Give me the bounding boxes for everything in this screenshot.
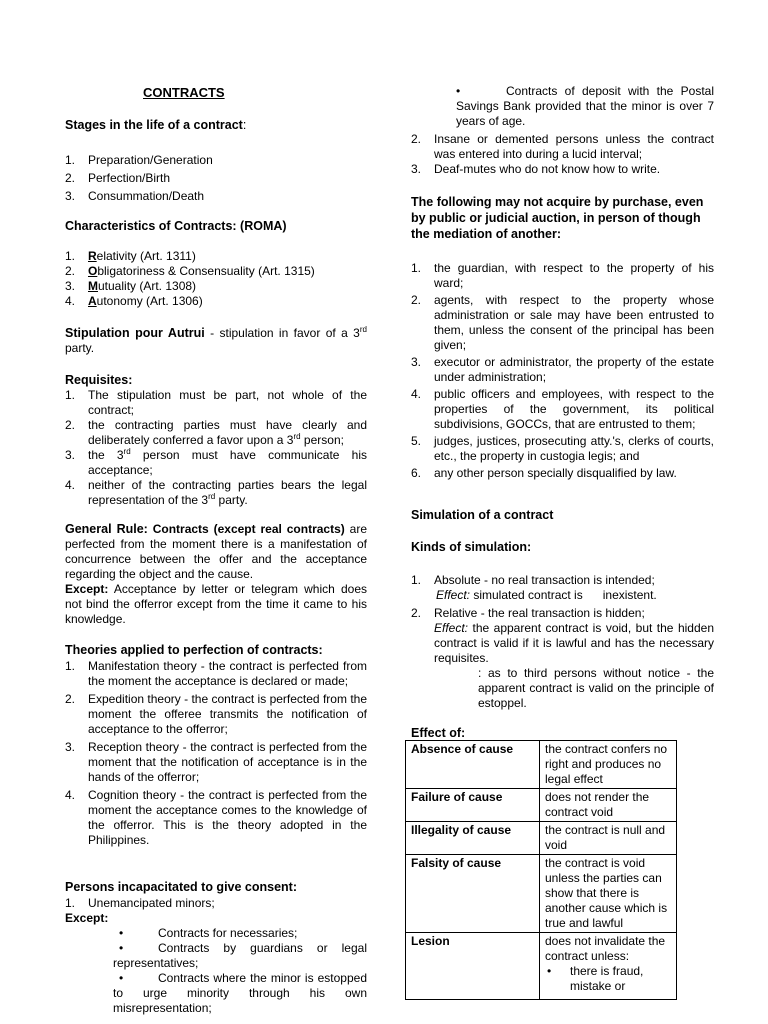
list-item: 2. the contracting parties must have clearly and deliberately conferred a favor upon a 3rd person;: [65, 418, 367, 447]
effect-of-heading: Effect of:: [411, 726, 466, 740]
table-cell: Falsity of cause: [406, 855, 540, 933]
list-item: 1. Absolute - no real transaction is intended; Effect: simulated contract is inexistent.: [411, 573, 657, 602]
list-item: 1. The stipulation must be part, not whole of the contract;: [65, 388, 367, 417]
list-item: 2. Perfection/Birth: [65, 171, 171, 185]
table-cell: does not invalidate the contract unless: • there is fraud, mistake or: [540, 933, 677, 1000]
theories-list: [65, 659, 367, 848]
list-item: 6. any other person specially disqualified by law.: [411, 466, 677, 480]
table-row: [406, 933, 677, 1000]
list-item: • Contracts of deposit with the Postal Savings Bank provided that the minor is over 7 years of age.: [456, 84, 714, 128]
table-cell: the contract is void unless the parties can show that there is another cause which is true and lawful: [540, 855, 677, 933]
incapacitated-list-continued: [411, 132, 714, 177]
document-title: CONTRACTS: [143, 85, 225, 100]
exceptions-list-continued: [456, 84, 714, 129]
list-item: 1. Relativity (Art. 1311): [65, 249, 196, 263]
table-cell: Failure of cause: [406, 789, 540, 822]
list-item: 3. executor or administrator, the property of the estate under administration;: [411, 355, 714, 384]
list-item: 4. public officers and employees, with respect to the properties of the government, its political subdivisions, GOCCs, that are entrusted to them;: [411, 387, 714, 431]
stipulation-paragraph: Stipulation pour Autrui - stipulation in favor of a 3rd party.: [65, 325, 367, 355]
list-item: 3. the 3rd person must have communicate his acceptance;: [65, 447, 367, 477]
effect-of-table: [405, 740, 677, 1000]
list-item: 2. Insane or demented persons unless the contract was entered into during a lucid interval;: [411, 132, 714, 161]
stages-list: [65, 151, 367, 205]
except-label: Except:: [65, 911, 109, 925]
list-item: 5. judges, justices, prosecuting atty.'s, clerks of courts, etc., the property in custogia legis; and: [411, 434, 714, 463]
list-item: 1. Unemancipated minors;: [65, 896, 215, 910]
list-item: • Contracts by guardians or legal representatives;: [113, 941, 367, 970]
requisites-heading: Requisites:: [65, 373, 133, 387]
list-item: • Contracts where the minor is estopped to urge minority through his own misrepresentation;: [113, 971, 367, 1015]
table-cell: does not render the contract void: [540, 789, 677, 822]
table-row: [406, 855, 677, 933]
list-item: 4. Cognition theory - the contract is perfected from the moment the acceptance comes to the knowledge of the offerror. This is the theory adopted in the Philippines.: [65, 788, 367, 847]
list-item: 1. the guardian, with respect to the property of his ward;: [411, 261, 714, 290]
list-item: • Contracts for necessaries;: [119, 926, 298, 940]
list-item: 2. Obligatoriness & Consensuality (Art. 1315): [65, 264, 315, 278]
simulation-kinds-list: [411, 573, 714, 711]
list-item: 3. Consummation/Death: [65, 189, 205, 203]
list-item: 2. Expedition theory - the contract is perfected from the moment the offeree transmits the notification of acceptance to the offerror;: [65, 692, 367, 736]
simulation-heading: Simulation of a contract: [411, 508, 554, 522]
table-cell: Lesion: [406, 933, 540, 1000]
characteristics-list: [65, 249, 367, 309]
table-cell: the contract confers no right and produces no legal effect: [540, 741, 677, 789]
kinds-of-simulation-heading: Kinds of simulation:: [411, 540, 532, 554]
list-item: 3. Deaf-mutes who do not know how to write.: [411, 162, 661, 176]
exceptions-list: [113, 926, 367, 1016]
list-item: 2. agents, with respect to the property whose administration or sale may have been entrusted to them, unless the consent of the principal has been given;: [411, 293, 714, 352]
stages-heading: Stages in the life of a contract:: [65, 118, 247, 132]
list-item: 4. Autonomy (Art. 1306): [65, 294, 203, 308]
table-cell: Illegality of cause: [406, 822, 540, 855]
list-item: 1. Manifestation theory - the contract is perfected from the moment the acceptance is declared or made;: [65, 659, 367, 688]
theories-heading: Theories applied to perfection of contracts:: [65, 643, 323, 657]
may-not-acquire-list: [411, 261, 714, 481]
table-row: [406, 741, 677, 789]
list-item: 3. Mutuality (Art. 1308): [65, 279, 197, 293]
list-item: 4. neither of the contracting parties bears the legal representation of the 3rd party.: [65, 478, 367, 507]
table-cell: the contract is null and void: [540, 822, 677, 855]
table-row: [406, 822, 677, 855]
list-item: 2. Relative - the real transaction is hidden; Effect: the apparent contract is void, but the hidden contract is valid if it is lawful and has the necessary requisites. : as to third persons without notice - the apparent contract is valid on the principle of estoppel.: [411, 606, 714, 710]
may-not-acquire-heading: The following may not acquire by purchase, even by public or judicial auction, in person of though the mediation of another:: [411, 195, 704, 241]
incapacitated-heading: Persons incapacitated to give consent:: [65, 880, 298, 894]
list-item: 3. Reception theory - the contract is perfected from the moment that the notification of acceptance is in the hands of the offerror;: [65, 740, 367, 784]
general-rule-paragraph: General Rule: Contracts (except real contracts) are perfected from the moment there is a manifestation of concurrence between the offer and the acceptance regarding the object and the cause. Except: Acceptance by letter or telegram which does not bind the offerror except from the time it came to his knowledge.: [65, 522, 367, 626]
table-cell: Absence of cause: [406, 741, 540, 789]
characteristics-heading: Characteristics of Contracts: (ROMA): [65, 219, 287, 233]
table-row: [406, 789, 677, 822]
incapacitated-list: [65, 896, 367, 911]
requisites-list: [65, 388, 367, 508]
list-item: 1. Preparation/Generation: [65, 153, 213, 167]
list-item: • there is fraud, mistake or: [547, 964, 644, 993]
